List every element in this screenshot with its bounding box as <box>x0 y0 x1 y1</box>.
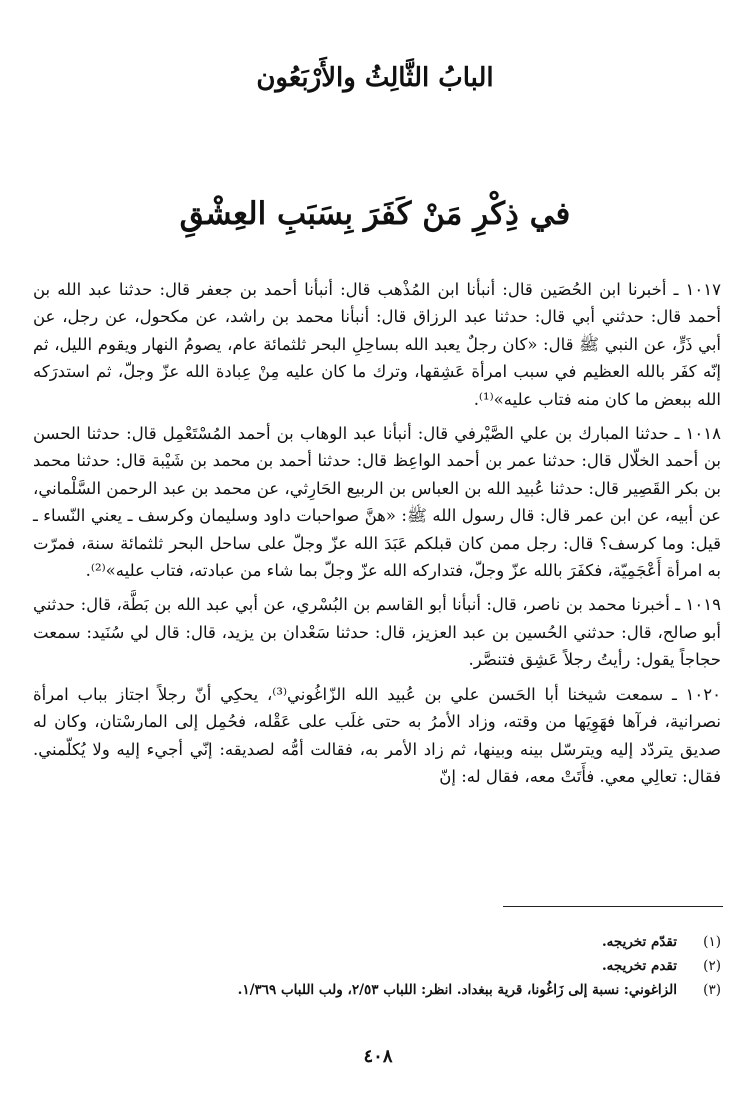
paragraph-number: ١٠١٨ ـ <box>674 424 721 444</box>
footnote-text: تقدّم تخريجه. <box>601 934 677 950</box>
page-number: ٤٠٨ <box>363 1046 393 1067</box>
footnote <box>33 978 721 1002</box>
footnote-mark: (٣) <box>703 982 721 998</box>
paragraph-text: سمعت شيخنا أبا الحَسن علي بن عُبيد الله الزّاغُوني⁽³⁾، يحكِي أنّ رجلاً اجتاز بباب امرأة نصرانية، فرآها فهَوِيَها من وقته، وزاد الأمرُ به حتى غلَب على عَقْله، فحُمِل إلى المارسْتان، وكان له صديق يتردّد إليه ويترسّل بينه وبينها، ثم زاد الأمر به، فقالت أمُّه لصديقه: إنّي أجيء إليه ولا يُكلّمني. فقال: تعالِي معي. فأَتَتْ معه، فقال له: إنّ <box>33 684 721 786</box>
paragraph-1017 <box>33 276 721 413</box>
footnote-text: تقدم تخريجه. <box>601 958 677 974</box>
chapter-title: البابُ الثَّالِثُ والأَرْبَعُون <box>256 63 494 93</box>
footnote-text: الزاغوني: نسبة إلى زَاغُونا، قرية ببغداد. انظر: اللباب ٢/٥٣، ولب اللباب ١/٣٦٩. <box>237 982 677 998</box>
paragraph-number: ١٠١٩ ـ <box>675 595 721 615</box>
paragraph-number: ١٠٢٠ ـ <box>671 684 721 704</box>
footnote-separator <box>503 906 723 907</box>
paragraph-text: حدثنا المبارك بن علي الصَّيْرفي قال: أنبأنا عبد الوهاب بن أحمد المُسْتَعْمِل قال: حدثنا الحسن بن أحمد الخلّال قال: حدثنا عمر بن أحمد الواعِظ قال: حدثنا أحمد بن محمد بن شَيْبة قال: حدثنا محمد بن بكر القَصِير قال: حدثنا عُبيد الله بن العباس بن الربيع الحَارِثي، عن محمد بن عبد الرحمن السَّلْماني، عن أبيه، عن ابن عمر قال: قال رسول الله ﷺ: «هنَّ صواحبات داود وسليمان وكرسف ـ يعني النّساء ـ قيل: وما كرسف؟ قال: رجل ممن كان قبلكم عَبَدَ الله عزّ وجلّ على ساحل البحر ثلثمائة سنة، فمرّت به امرأة أَعْجَمِيّة، فكفَرَ بالله عزّ وجلّ، فتداركه الله عزّ وجلّ بما شاء من عبادته، فتاب عليه»⁽²⁾. <box>33 424 721 581</box>
paragraph-1020 <box>33 681 721 791</box>
paragraph-1018 <box>33 420 721 584</box>
footnote <box>33 930 721 954</box>
footnotes <box>33 930 721 1002</box>
paragraph-1019 <box>33 591 721 673</box>
footnote-mark: (٢) <box>703 958 721 974</box>
section-title: في ذِكْرِ مَنْ كَفَرَ بِسَبَبِ العِشْقِ <box>179 196 571 232</box>
footnote-mark: (١) <box>703 934 721 950</box>
body-text <box>33 276 721 797</box>
paragraph-number: ١٠١٧ ـ <box>673 280 721 299</box>
paragraph-text: أخبرنا محمد بن ناصر، قال: أنبأنا أبو القاسم بن البُسْري، عن أبي عبد الله بن بَطَّة، قال: حدثني أبو صالح، قال: حدثني الحُسين بن عبد العزيز، قال: حدثنا سَعْدان بن يزيد، قال: قال لي سُنَيد: سمعت حجاجاً يقول: رأيتُ رجلاً عَشِق فتنصَّر. <box>33 595 721 670</box>
paragraph-text: أخبرنا ابن الحُصَين قال: أنبأنا ابن المُذْهب قال: أنبأنا أحمد بن جعفر قال: حدثنا عبد الله بن أحمد قال: حدثني أبي قال: حدثنا عبد الرزاق قال: أنبأنا محمد بن راشد، عن مكحول، عن رجل، عن أبي ذَرٍّ، عن النبي ﷺ قال: «كان رجلٌ يعبد الله بساحِلِ البحر ثلثمائة عام، يصومُ النهار ويقوم الليل، ثم إنّه كفَر بالله العظيم في سبب امرأة عَشِقها، وترك ما كان عليه مِنْ عِبادة الله عزّ وجلّ، ثم استدرَكه الله ببعض ما كان منه فتاب عليه»⁽¹⁾. <box>33 280 721 409</box>
footnote <box>33 954 721 978</box>
